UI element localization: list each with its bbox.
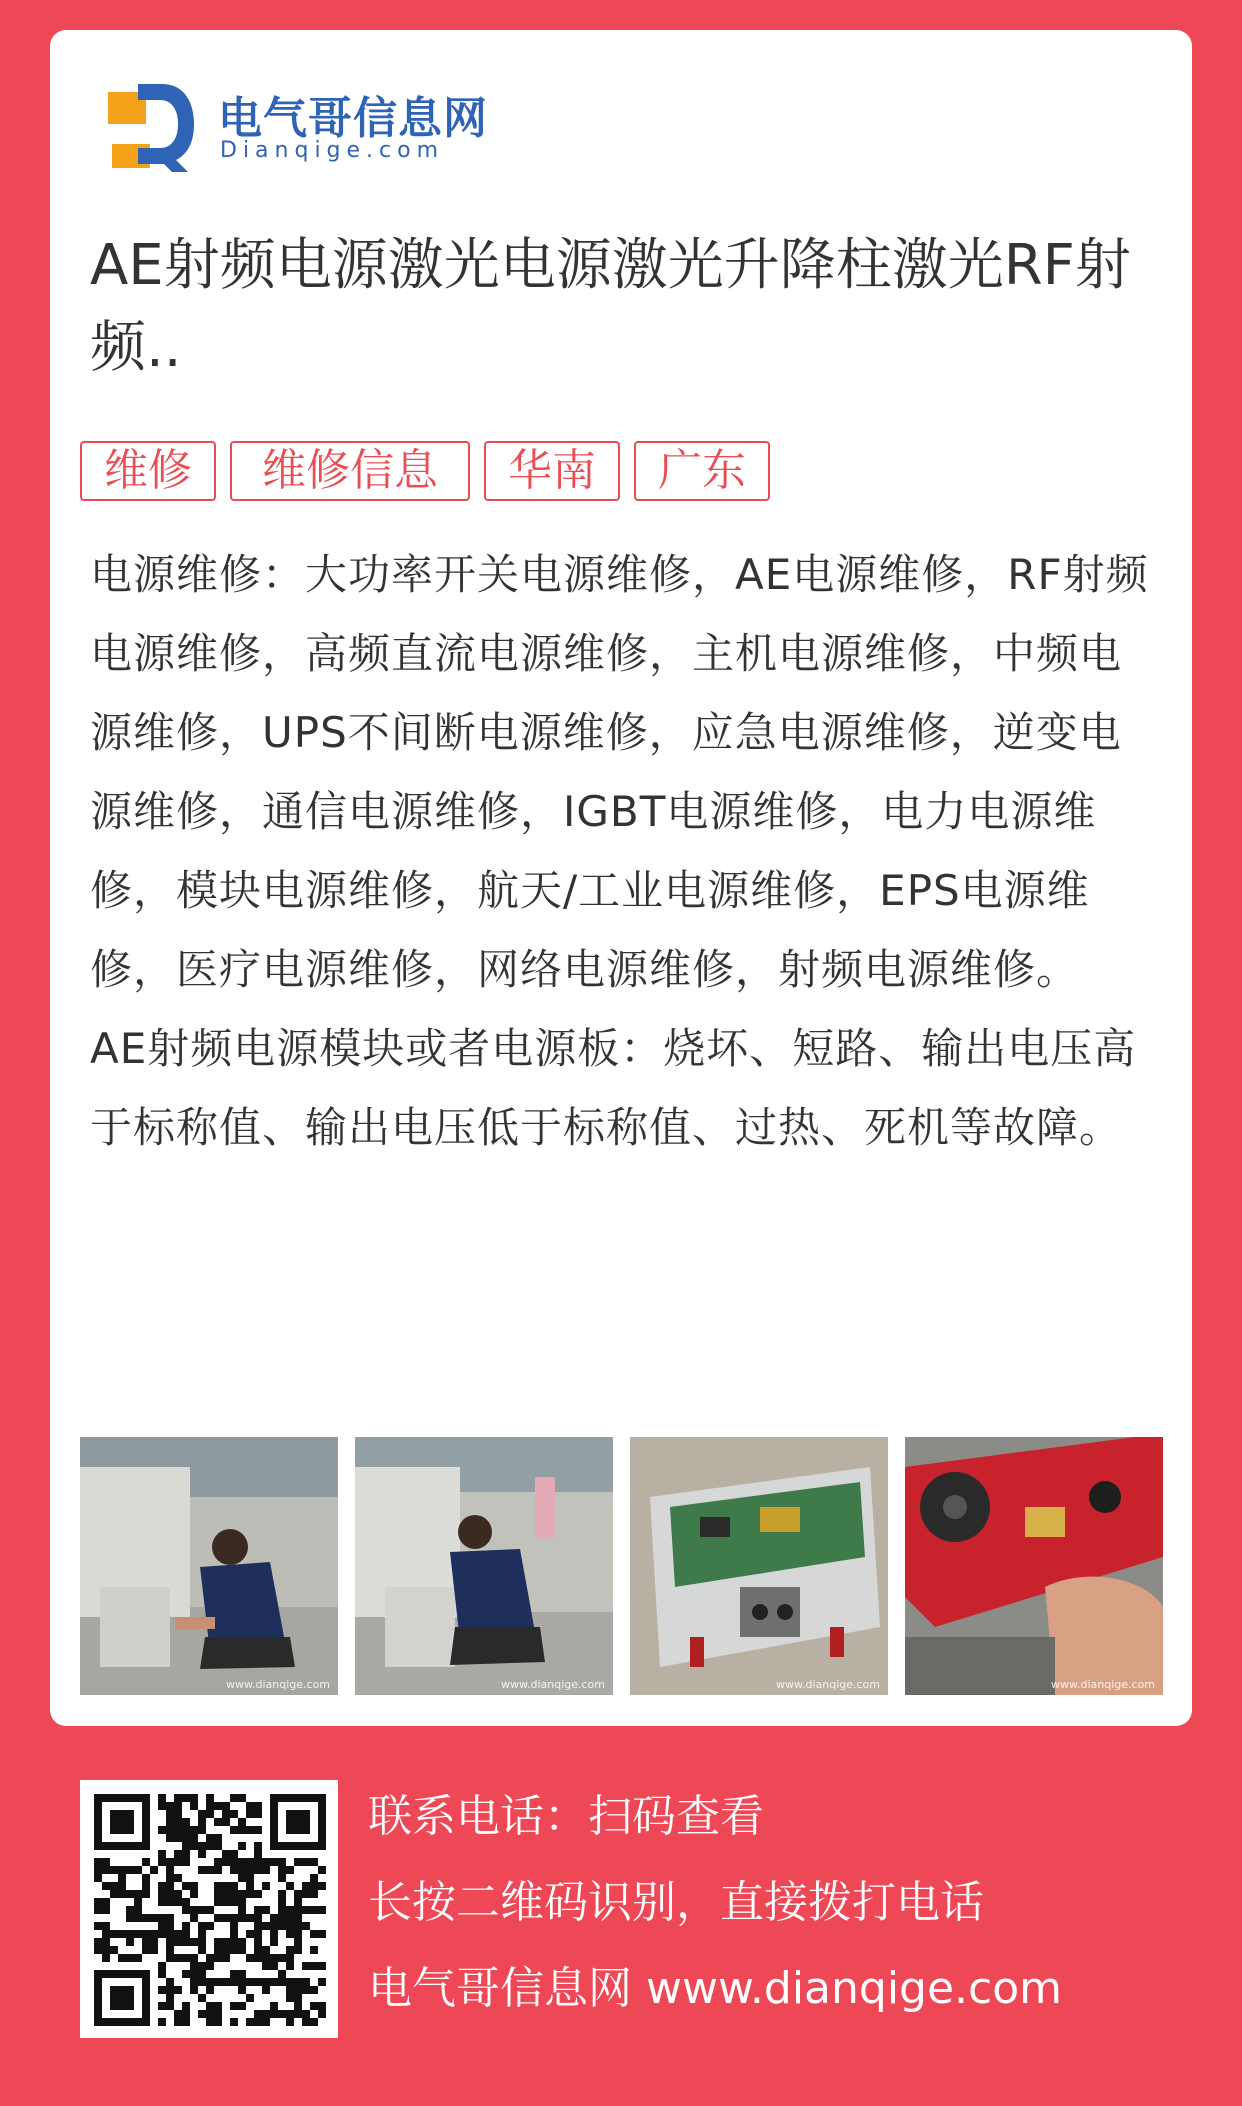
photo-power-supply[interactable] bbox=[630, 1437, 888, 1695]
article-body bbox=[90, 535, 1160, 1167]
logo-name: 电气哥信息网 bbox=[218, 93, 488, 144]
photo-circuit-board[interactable] bbox=[905, 1437, 1163, 1695]
contact-qr-hint: 长按二维码识别，直接拨打电话 bbox=[368, 1877, 984, 1928]
contact-phone-line: 联系电话：扫码查看 bbox=[368, 1791, 764, 1842]
tag-item[interactable]: 维修信息 bbox=[230, 441, 470, 501]
tag-item[interactable]: 维修 bbox=[80, 441, 216, 501]
tag-item[interactable]: 广东 bbox=[634, 441, 770, 501]
site-logo[interactable] bbox=[102, 70, 522, 180]
photo-gallery bbox=[80, 1437, 1165, 1697]
article-card bbox=[50, 30, 1192, 1726]
contact-qr-code[interactable] bbox=[80, 1780, 338, 2038]
photo-watermark: www.dianqige.com bbox=[775, 1678, 880, 1691]
logo-mark-icon bbox=[102, 78, 198, 174]
photo-watermark: www.dianqige.com bbox=[500, 1678, 605, 1691]
photo-technician-1[interactable] bbox=[80, 1437, 338, 1695]
photo-watermark: www.dianqige.com bbox=[225, 1678, 330, 1691]
article-title: AE射频电源激光电源激光升降柱激光RF射频.. bbox=[90, 233, 1131, 380]
logo-domain: Dianqige.com bbox=[220, 138, 445, 163]
body-paragraph: 电源维修：大功率开关电源维修，AE电源维修，RF射频电源维修，高频直流电源维修，主机电源维修，中频电源维修，UPS不间断电源维修，应急电源维修，逆变电源维修，通信电源维修，IGBT电源维修，电力电源维修，模块电源维修，航天/工业电源维修，EPS电源维修，医疗电源维修，网络电源维修，射频电源维修。 bbox=[90, 550, 1149, 994]
body-paragraph: AE射频电源模块或者电源板：烧坏、短路、输出电压高于标称值、输出电压低于标称值、过热、死机等故障。 bbox=[90, 1024, 1137, 1152]
photo-technician-2[interactable] bbox=[355, 1437, 613, 1695]
qr-code-icon bbox=[80, 1780, 338, 2038]
tag-item[interactable]: 华南 bbox=[484, 441, 620, 501]
photo-watermark: www.dianqige.com bbox=[1050, 1678, 1155, 1691]
contact-site-line[interactable]: 电气哥信息网 www.dianqige.com bbox=[368, 1963, 1063, 2014]
